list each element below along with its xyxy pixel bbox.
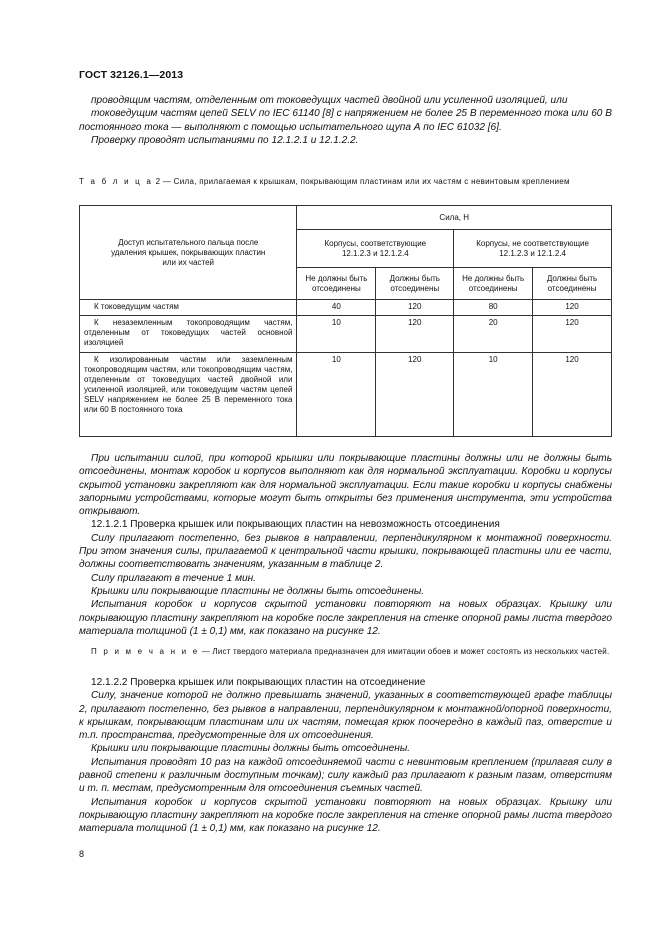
row-value: 120 [376, 353, 454, 437]
row-label: К изолированным частям или заземленным токопроводящим частям, или токопроводящим частям, отделенным от токоведущих частей двойной или усиленной изоляцией, или токоведущим частям цепей SELV напряжением не более 25 В переменного тока или 60 В постоянного тока [80, 353, 297, 437]
table-head-access: Доступ испытательного пальца после удаления крышек, покрывающих пластин или их частей [80, 206, 297, 300]
body-paragraph: Силу прилагают постепенно, без рывков в направлении, перпендикулярном к монтажной поверхности. При этом значения силы, прилагаемой к центральной части крышки, покрывающей пластины или ее части, должны соответствовать значениям, указанным в таблице 2. [79, 532, 612, 571]
table-row [80, 316, 612, 353]
table-row [80, 353, 612, 437]
table-head-force: Сила, Н [297, 206, 612, 230]
intro-paragraph: проводящим частям, отделенным от токоведущих частей двойной или усиленной изоляцией, или [91, 95, 568, 106]
body-paragraph: Силу прилагают в течение 1 мин. [91, 572, 256, 584]
row-value: 40 [297, 300, 376, 316]
table-head-col-a: Не должны быть отсоединены [297, 268, 376, 300]
row-value: 120 [533, 316, 612, 353]
standard-header: ГОСТ 32126.1—2013 [79, 69, 184, 81]
body-block-1 [79, 452, 612, 638]
row-value: 10 [454, 353, 533, 437]
intro-block [79, 94, 612, 147]
row-value: 20 [454, 316, 533, 353]
body-block-2 [79, 676, 612, 836]
body-paragraph: Крышки или покрывающие пластины должны быть отсоединены. [91, 743, 411, 755]
table-row [80, 300, 612, 316]
table-head-col-b: Должны быть отсоединены [376, 268, 454, 300]
row-value: 120 [376, 316, 454, 353]
table-head-group-2: Корпусы, не соответствующие 12.1.2.3 и 12.1.2.4 [454, 230, 612, 268]
body-paragraph: Силу, значение которой не должно превышать значений, указанных в соответствующей графе таблицы 2, прилагают постепенно, без рывков в направлении, перпендикулярном к монтажной/опорной поверхности, к крышкам, покрывающим пластинам или их частям, помещая крюк поочередно в каждый паз, отверстие и т.п. пространства, предусмотренные для их отсоединения. [79, 690, 612, 742]
table-caption [79, 177, 612, 188]
force-table [79, 205, 612, 437]
intro-paragraph: токоведущим частям цепей SELV по IEC 61140 [8] с напряжением не более 25 В переменного тока или 60 В постоянного тока — выполняют с помощью испытательного щупа А по IEC 61032 [6]. [79, 108, 612, 133]
intro-paragraph: Проверку проводят испытаниями по 12.1.2.1 и 12.1.2.2. [91, 134, 359, 146]
table-caption-label: Т а б л и ц а [79, 177, 154, 186]
note-text: — Лист твердого материала предназначен для имитации обоев и может состоять из нескольких частей. [201, 647, 610, 656]
table-head-col-d: Должны быть отсоединены [533, 268, 612, 300]
body-paragraph: Испытания коробок и корпусов скрытой установки повторяют на новых образцах. Крышку или покрывающую пластину закрепляют на коробке после закрепления на стенке опорной рамы листа твердого материала толщиной (1 ± 0,1) мм, как показано на рисунке 12. [79, 599, 612, 637]
body-paragraph: Крышки или покрывающие пластины не должны быть отсоединены. [91, 585, 425, 597]
row-value: 80 [454, 300, 533, 316]
row-label: К токоведущим частям [80, 300, 297, 316]
note [79, 647, 612, 657]
body-paragraph: Испытания проводят 10 раз на каждой отсоединяемой части с невинтовым креплением (прилагая силу в равной степени к различным доступным точкам); силу каждый раз прилагают к разным пазам, отверстиям и т. п. местам, предусмотренным для отсоединения съемных частей. [79, 756, 612, 795]
row-value: 120 [376, 300, 454, 316]
page-number: 8 [79, 849, 85, 859]
table-caption-text: 2 — Сила, прилагаемая к крышкам, покрывающим пластинам или их частям с невинтовым креплением [155, 177, 570, 186]
row-value: 10 [297, 316, 376, 353]
row-value: 120 [533, 300, 612, 316]
section-heading: 12.1.2.1 Проверка крышек или покрывающих пластин на невозможность отсоединения [91, 519, 500, 531]
body-paragraph: При испытании силой, при которой крышки или покрывающие пластины должны или не должны быть отсоединены, монтаж коробок и корпусов выполняют как для нормальной эксплуатации. Коробки и корпусы скрытой установки закрепляют как для нормальной эксплуатации. Если такие коробки и корпусы снабжены запорными устройствами, которые могут быть открыты без применения инструмента, эти устройства открывают. [79, 453, 612, 518]
table-head-col-c: Не должны быть отсоединены [454, 268, 533, 300]
row-value: 120 [533, 353, 612, 437]
row-value: 10 [297, 353, 376, 437]
section-heading: 12.1.2.2 Проверка крышек или покрывающих пластин на отсоединение [91, 677, 426, 688]
body-paragraph: Испытания коробок и корпусов скрытой установки повторяют на новых образцах. Крышку или покрывающую пластину закрепляют на коробке после закрепления на стенке опорной рамы листа твердого материала толщиной (1 ± 0,1) мм, как показано на рисунке 12. [79, 796, 612, 835]
row-label: К незаземленным токопроводящим частям, отделенным от токоведущих частей основной изоляцией [80, 316, 297, 353]
note-label: П р и м е ч а н и е [91, 647, 200, 656]
table-head-group-1: Корпусы, соответствующие 12.1.2.3 и 12.1.2.4 [297, 230, 454, 268]
